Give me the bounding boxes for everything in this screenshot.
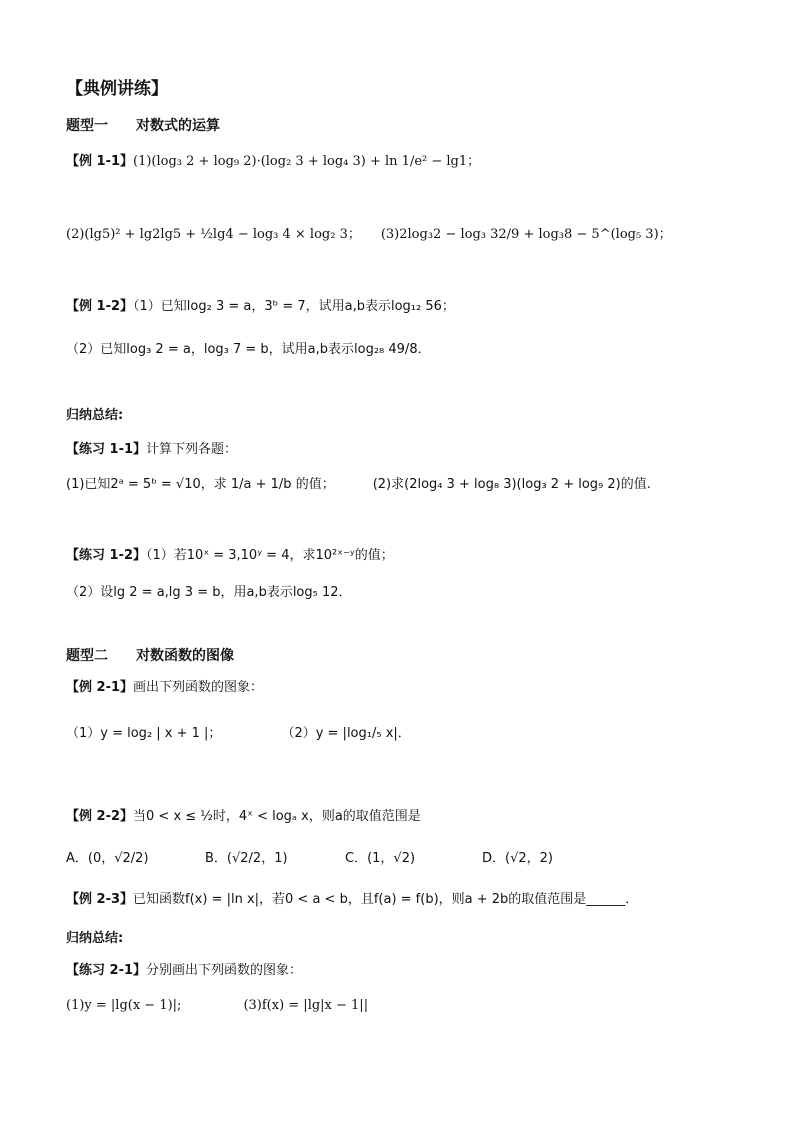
example-2-1-part2: （2）y = |log₁/₅ x|． bbox=[281, 726, 411, 741]
option-a: A．(0，√2/2) bbox=[66, 851, 149, 866]
practice-2-1-tag: 【练习 2-1】 bbox=[66, 963, 147, 978]
example-1-1-part2: (2)(lg5)² + lg2lg5 + ½lg4 − log₃ 4 × log₂ 3； bbox=[66, 227, 361, 242]
type2-heading: 题型二 对数函数的图像 bbox=[66, 648, 234, 664]
example-1-2-part1: （1）已知log₂ 3 = a，3ᵇ = 7，试用a,b表示log₁₂ 56； bbox=[133, 299, 455, 314]
summary-1: 归纳总结: bbox=[66, 408, 124, 423]
example-1-1-line2 bbox=[66, 224, 672, 246]
practice-2-1-intro: 分别画出下列函数的图象： bbox=[146, 963, 303, 978]
example-1-1-part3: (3)2log₃2 − log₃ 32/9 + log₃8 − 5^(log₅ 3)； bbox=[380, 227, 672, 242]
practice-1-1-line2 bbox=[66, 474, 651, 496]
practice-2-1-part2: (3)f(x) = |lg|x − 1|| bbox=[243, 998, 369, 1013]
example-2-1-line1 bbox=[66, 677, 263, 699]
example-2-1-tag: 【例 2-1】 bbox=[66, 680, 134, 695]
practice-1-2-line1 bbox=[66, 545, 394, 567]
example-2-1-line2 bbox=[66, 723, 411, 745]
practice-1-1-intro: 计算下列各题： bbox=[146, 442, 238, 457]
practice-1-2-part1: （1）若10ˣ = 3,10ʸ = 4，求10²ˣ⁻ʸ的值； bbox=[146, 548, 394, 563]
example-2-1-part1: （1）y = log₂ | x + 1 |； bbox=[66, 726, 222, 741]
example-1-1-tag: 【例 1-1】 bbox=[66, 154, 134, 169]
practice-2-1-line2 bbox=[66, 995, 368, 1017]
example-1-2-part2: （2）已知log₃ 2 = a，log₃ 7 = b，试用a,b表示log₂₈ 49/8． bbox=[66, 342, 431, 357]
option-b: B．(√2/2，1) bbox=[205, 851, 288, 866]
option-c: C．(1，√2) bbox=[345, 851, 416, 866]
example-2-3-tag: 【例 2-3】 bbox=[66, 892, 134, 907]
practice-1-2-line2 bbox=[66, 582, 352, 604]
example-1-1-line1 bbox=[66, 151, 480, 173]
practice-1-1-part1: (1)已知2ᵃ = 5ᵇ = √10，求 1/a + 1/b 的值； bbox=[66, 477, 335, 492]
practice-1-2-part2: （2）设lg 2 = a,lg 3 = b，用a,b表示log₅ 12． bbox=[66, 585, 352, 600]
example-1-2-line2 bbox=[66, 339, 431, 361]
option-d: D．(√2，2) bbox=[482, 851, 553, 866]
example-2-2-tag: 【例 2-2】 bbox=[66, 809, 134, 824]
example-1-2-tag: 【例 1-2】 bbox=[66, 299, 134, 314]
example-2-3-stem: 已知函数f(x) = |ln x|，若0 < a < b，且f(a) = f(b)，则a + 2b的取值范围是______． bbox=[133, 892, 639, 907]
example-2-3-line1 bbox=[66, 889, 638, 911]
practice-2-1-line1 bbox=[66, 960, 302, 982]
example-1-1-part1: (1)(log₃ 2 + log₉ 2)·(log₂ 3 + log₄ 3) + ln 1/e² − lg1； bbox=[133, 154, 481, 169]
section-title: 【典例讲练】 bbox=[66, 79, 168, 99]
example-2-1-intro: 画出下列函数的图象： bbox=[133, 680, 264, 695]
type1-heading: 题型一 对数式的运算 bbox=[66, 118, 220, 134]
example-1-2-line1 bbox=[66, 296, 455, 318]
practice-1-2-tag: 【练习 1-2】 bbox=[66, 548, 147, 563]
example-2-2-line1 bbox=[66, 806, 421, 828]
summary-2: 归纳总结: bbox=[66, 931, 124, 946]
practice-1-1-tag: 【练习 1-1】 bbox=[66, 442, 147, 457]
example-2-2-stem: 当0 < x ≤ ½时，4ˣ < logₐ x，则a的取值范围是 bbox=[133, 809, 421, 824]
practice-2-1-part1: (1)y = |lg(x − 1)|; bbox=[66, 998, 182, 1013]
practice-1-1-line1 bbox=[66, 439, 237, 461]
practice-1-1-part2: (2)求(2log₄ 3 + log₈ 3)(log₃ 2 + log₉ 2)的值. bbox=[372, 477, 651, 492]
